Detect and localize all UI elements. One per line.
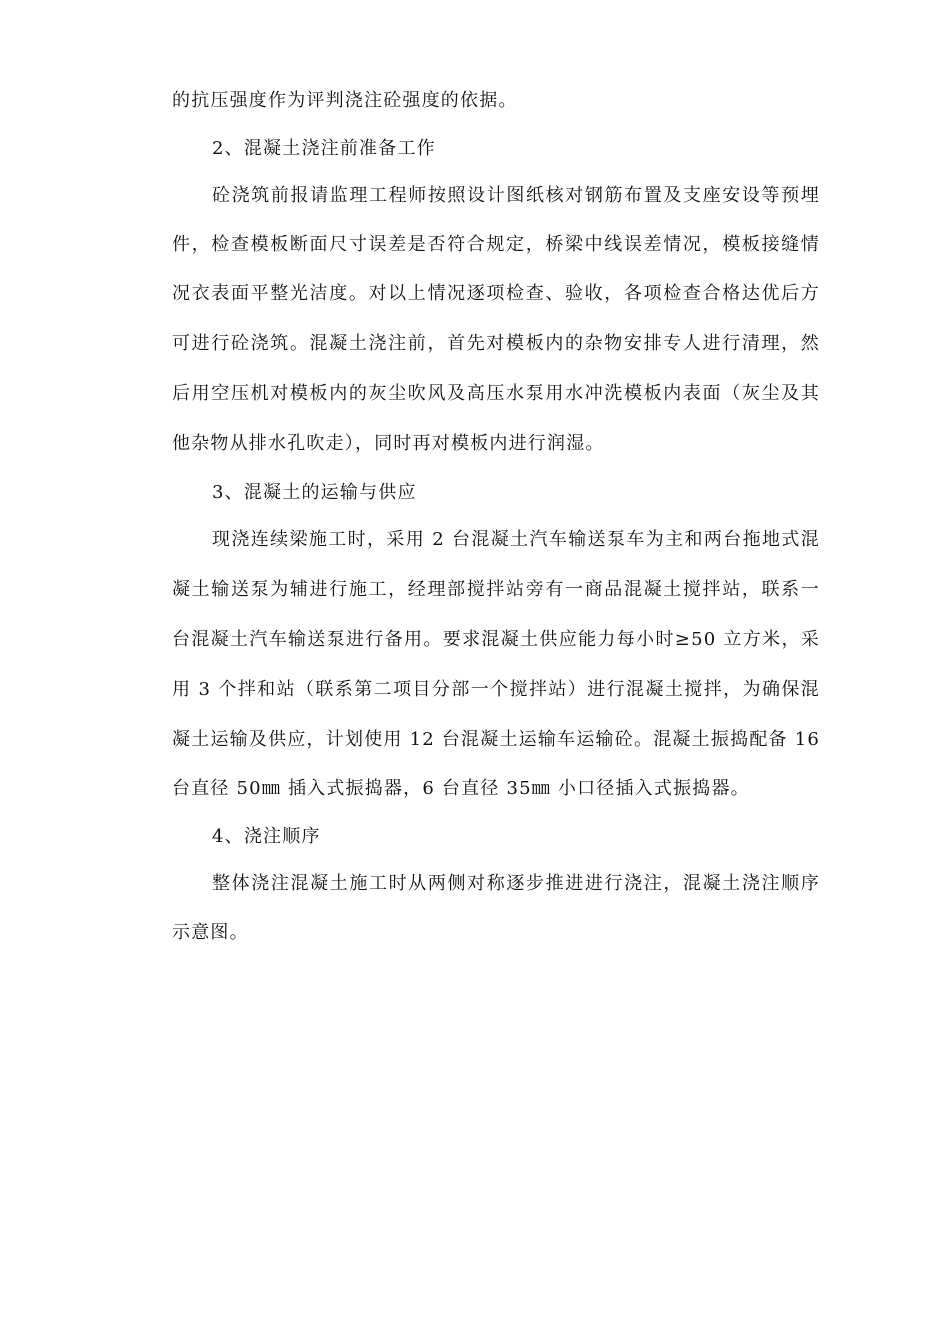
section-heading-2: 2、混凝土浇注前准备工作 <box>212 138 436 159</box>
section-heading-4: 4、浇注顺序 <box>212 826 321 847</box>
paragraph-line: 台混凝土汽车输送泵进行备用。要求混凝土供应能力每小时≥50 立方米，采 <box>172 629 820 650</box>
paragraph-line: 现浇连续梁施工时，采用 2 台混凝土汽车输送泵车为主和两台拖地式混 <box>212 529 820 550</box>
paragraph-line: 件，检查模板断面尺寸误差是否符合规定，桥梁中线误差情况，模板接缝情 <box>172 234 820 255</box>
paragraph-line: 用 3 个拌和站（联系第二项目分部一个搅拌站）进行混凝土搅拌，为确保混 <box>172 679 820 700</box>
section-heading-3: 3、混凝土的运输与供应 <box>212 482 417 503</box>
paragraph-line: 可进行砼浇筑。混凝土浇注前，首先对模板内的杂物安排专人进行清理，然 <box>172 333 820 354</box>
paragraph-line: 他杂物从排水孔吹走），同时再对模板内进行润湿。 <box>172 433 605 454</box>
paragraph-line: 整体浇注混凝土施工时从两侧对称逐步推进进行浇注，混凝土浇注顺序 <box>212 873 820 894</box>
paragraph-line: 凝土运输及供应，计划使用 12 台混凝土运输车运输砼。混凝土振捣配备 16 <box>172 729 820 750</box>
paragraph-line: 台直径 50㎜ 插入式振捣器，6 台直径 35㎜ 小口径插入式振捣器。 <box>172 778 750 799</box>
paragraph-line: 凝土输送泵为辅进行施工，经理部搅拌站旁有一商品混凝土搅拌站，联系一 <box>172 579 820 600</box>
paragraph-line: 砼浇筑前报请监理工程师按照设计图纸核对钢筋布置及支座安设等预埋 <box>212 185 820 206</box>
paragraph-line: 的抗压强度作为评判浇注砼强度的依据。 <box>172 90 518 111</box>
paragraph-line: 示意图。 <box>172 922 249 943</box>
paragraph-line: 况衣表面平整光洁度。对以上情况逐项检查、验收，各项检查合格达优后方 <box>172 283 820 304</box>
paragraph-line: 后用空压机对模板内的灰尘吹风及高压水泵用水冲洗模板内表面（灰尘及其 <box>172 383 820 404</box>
